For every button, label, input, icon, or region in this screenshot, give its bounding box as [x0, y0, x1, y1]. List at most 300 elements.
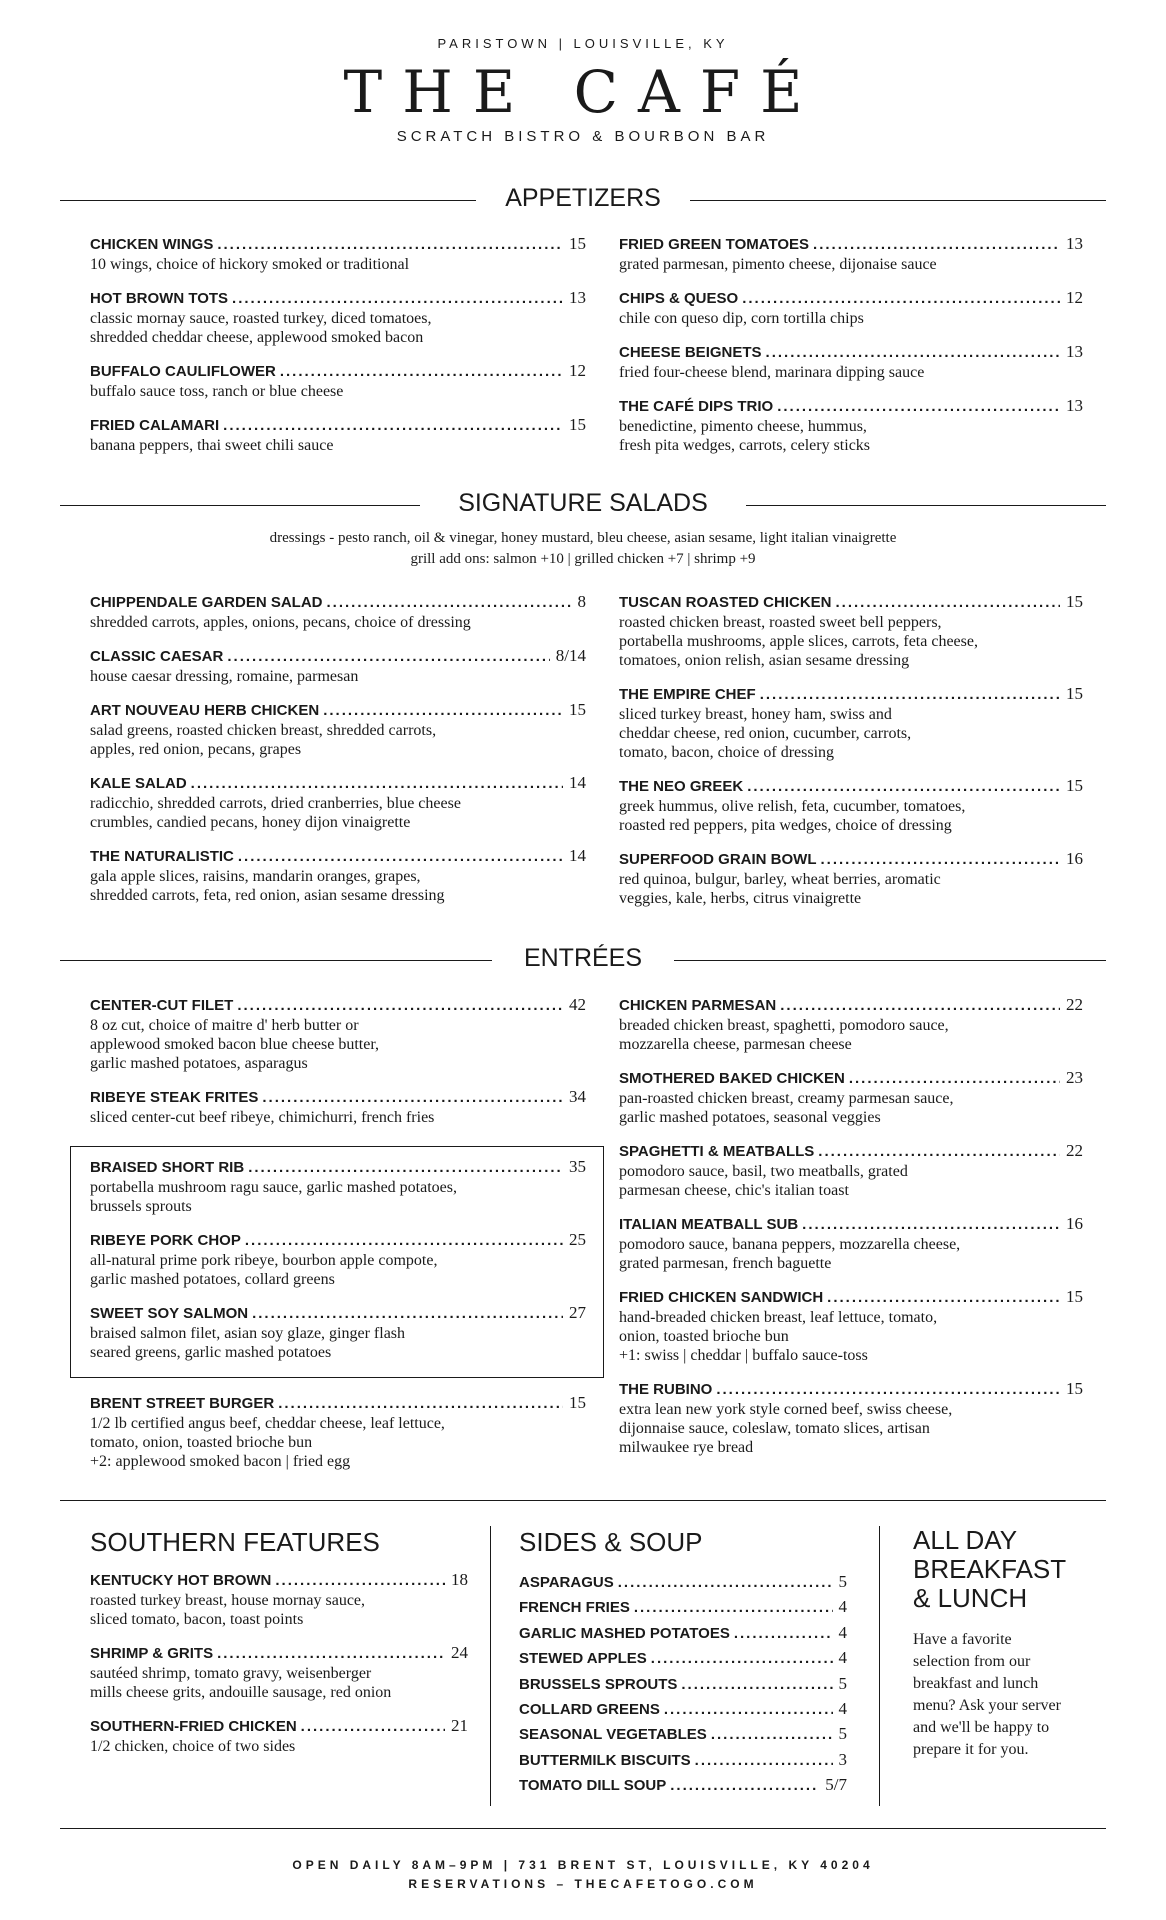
dot-leader [275, 1571, 445, 1591]
menu-item-description: apples, red onion, pecans, grapes [90, 741, 302, 758]
side-item [519, 1672, 847, 1697]
menu-item-price: 12 [569, 361, 586, 380]
dot-leader [634, 1596, 833, 1620]
menu-item-price: 16 [1066, 849, 1083, 868]
menu-item [619, 1068, 1083, 1127]
menu-item [619, 396, 1083, 455]
side-item [519, 1570, 847, 1595]
menu-item-name: KALE SALAD [90, 775, 187, 792]
menu-item-price: 21 [451, 1716, 468, 1735]
menu-item-name: BRENT STREET BURGER [90, 1395, 275, 1412]
menu-item-description: garlic mashed potatoes, seasonal veggies [619, 1109, 881, 1126]
menu-item-name: ITALIAN MEATBALL SUB [619, 1216, 799, 1233]
menu-item-description: roasted red peppers, pita wedges, choice of dressing [619, 817, 952, 834]
menu-item-description: sliced tomato, bacon, toast points [90, 1611, 304, 1628]
dot-leader [766, 343, 1060, 363]
menu-item-header [619, 1287, 1083, 1308]
menu-item-price: 15 [569, 234, 586, 253]
menu-item-name: SMOTHERED BAKED CHICKEN [619, 1070, 845, 1087]
menu-item-price: 15 [1066, 684, 1083, 703]
menu-item-description: garlic mashed potatoes, collard greens [90, 1271, 335, 1288]
menu-item-name: THE RUBINO [619, 1381, 713, 1398]
all-day-heading [913, 1526, 1113, 1613]
side-item-price: 4 [838, 1699, 847, 1719]
menu-item-header [619, 592, 1083, 613]
menu-item-description: mozzarella cheese, parmesan cheese [619, 1036, 852, 1053]
menu-item-description: banana peppers, thai sweet chili sauce [90, 437, 334, 454]
menu-item-description: breaded chicken breast, spaghetti, pomodoro sauce, [619, 1017, 949, 1034]
grill-addons-note: grill add ons: salmon +10 | grilled chicken +7 | shrimp +9 [410, 551, 756, 567]
menu-item-description: 10 wings, choice of hickory smoked or traditional [90, 256, 410, 273]
side-item-price: 4 [838, 1597, 847, 1617]
side-item-price: 5 [838, 1673, 847, 1693]
salads-right-column [619, 592, 1083, 922]
menu-item-description: roasted chicken breast, roasted sweet bell peppers, [619, 614, 942, 631]
menu-item-description: braised salmon filet, asian soy glaze, ginger flash [90, 1325, 406, 1342]
menu-item-description: shredded carrots, feta, red onion, asian sesame dressing [90, 887, 445, 904]
menu-item [90, 1716, 468, 1756]
all-day-description [913, 1629, 1113, 1761]
menu-item-description: sliced center-cut beef ribeye, chimichurri, french fries [90, 1109, 435, 1126]
all-day-text-line: menu? Ask your server [913, 1697, 1061, 1714]
dot-leader [327, 593, 572, 613]
menu-item [619, 849, 1083, 908]
entrees-right-column [619, 995, 1083, 1471]
menu-item-description: gala apple slices, raisins, mandarin oranges, grapes, [90, 868, 421, 885]
side-item [519, 1697, 847, 1722]
menu-item-name: BUFFALO CAULIFLOWER [90, 363, 276, 380]
dot-leader [280, 362, 563, 382]
menu-item-description: portabella mushroom ragu sauce, garlic mashed potatoes, [90, 1179, 457, 1196]
menu-item-name: THE CAFÉ DIPS TRIO [619, 398, 774, 415]
dot-leader [821, 850, 1061, 870]
menu-item-price: 27 [569, 1303, 586, 1322]
bottom-section-rule [60, 1500, 1106, 1501]
restaurant-title: THE CAFÉ [343, 58, 823, 126]
menu-item-description: salad greens, roasted chicken breast, shredded carrots, [90, 722, 437, 739]
menu-item-price: 15 [1066, 776, 1083, 795]
dot-leader [301, 1717, 445, 1737]
dot-leader [836, 593, 1060, 613]
menu-item-price: 13 [1066, 396, 1083, 415]
menu-item-price: 13 [1066, 234, 1083, 253]
menu-item [619, 288, 1083, 328]
menu-item-description: grated parmesan, french baguette [619, 1255, 832, 1272]
side-item-name: SEASONAL VEGETABLES [519, 1726, 707, 1744]
menu-item-price: 14 [569, 773, 586, 792]
menu-item-header [619, 776, 1083, 797]
menu-item-name: SWEET SOY SALMON [90, 1305, 249, 1322]
dot-leader [618, 1571, 833, 1595]
appetizers-heading [60, 180, 1106, 220]
column-divider-right [879, 1526, 880, 1806]
menu-item-description: parmesan cheese, chic's italian toast [619, 1182, 849, 1199]
menu-item-header [619, 288, 1083, 309]
menu-item-name: HOT BROWN TOTS [90, 290, 229, 307]
salads-heading-label: SIGNATURE SALADS [458, 489, 708, 517]
menu-item-header [90, 1230, 586, 1251]
southern-features-heading: SOUTHERN FEATURES [90, 1527, 380, 1557]
menu-item-description: sliced turkey breast, honey ham, swiss and [619, 706, 892, 723]
menu-item-description: applewood smoked bacon blue cheese butter, [90, 1036, 380, 1053]
dot-leader [802, 1215, 1060, 1235]
side-item-price: 5/7 [825, 1775, 847, 1795]
menu-item-price: 14 [569, 846, 586, 865]
menu-item-price: 15 [569, 1393, 586, 1412]
menu-item [90, 1087, 586, 1127]
menu-item-description: red quinoa, bulgur, barley, wheat berries, aromatic [619, 871, 941, 888]
entrees-boxed-column [90, 1157, 586, 1376]
menu-item [619, 1379, 1083, 1457]
menu-item-description: 1/2 lb certified angus beef, cheddar cheese, leaf lettuce, [90, 1415, 445, 1432]
menu-item-header [90, 1303, 586, 1324]
salads-heading [60, 485, 1106, 525]
menu-item [90, 1303, 586, 1362]
menu-item-name: FRIED GREEN TOMATOES [619, 236, 810, 253]
dot-leader [227, 647, 549, 667]
dot-leader [681, 1673, 832, 1697]
menu-item-description: brussels sprouts [90, 1198, 192, 1215]
menu-item [619, 1141, 1083, 1200]
side-item-name: COLLARD GREENS [519, 1701, 660, 1719]
dot-leader [232, 289, 563, 309]
menu-item-name: CHICKEN WINGS [90, 236, 214, 253]
menu-item-price: 13 [1066, 342, 1083, 361]
menu-item-price: 13 [569, 288, 586, 307]
menu-item-header [90, 1716, 468, 1737]
menu-item-header [619, 342, 1083, 363]
dot-leader [237, 996, 563, 1016]
dot-leader [777, 397, 1060, 417]
dot-leader [780, 996, 1060, 1016]
menu-item-header [90, 773, 586, 794]
side-item [519, 1621, 847, 1646]
menu-item-header [619, 234, 1083, 255]
menu-item-price: 24 [451, 1643, 468, 1662]
menu-item [90, 1230, 586, 1289]
menu-item [619, 342, 1083, 382]
menu-item-price: 34 [569, 1087, 586, 1106]
menu-item-name: THE EMPIRE CHEF [619, 686, 756, 703]
dot-leader [252, 1304, 563, 1324]
dot-leader [278, 1394, 563, 1414]
menu-item [90, 1570, 468, 1629]
side-item [519, 1722, 847, 1747]
menu-item-description: buffalo sauce toss, ranch or blue cheese [90, 383, 344, 400]
menu-item-header [619, 1068, 1083, 1089]
column-divider-left [490, 1526, 491, 1806]
entrees-left-top-column [90, 995, 586, 1141]
menu-item-header [619, 684, 1083, 705]
dot-leader [217, 1644, 445, 1664]
menu-item [90, 234, 586, 274]
menu-item-description: 8 oz cut, choice of maitre d' herb butter or [90, 1017, 359, 1034]
dot-leader [813, 235, 1060, 255]
side-item [519, 1595, 847, 1620]
menu-item [619, 592, 1083, 670]
menu-item-header [619, 1379, 1083, 1400]
side-item-price: 3 [838, 1749, 847, 1769]
menu-item [90, 1643, 468, 1702]
menu-item [90, 1393, 586, 1471]
side-item-name: GARLIC MASHED POTATOES [519, 1624, 730, 1642]
menu-item-price: 15 [1066, 592, 1083, 611]
menu-item [619, 995, 1083, 1054]
menu-item [619, 684, 1083, 762]
menu-item-name: FRIED CALAMARI [90, 417, 220, 434]
side-item-name: BUTTERMILK BISCUITS [519, 1751, 691, 1769]
menu-item-header [90, 1570, 468, 1591]
menu-item-description: shredded cheddar cheese, applewood smoked bacon [90, 329, 424, 346]
menu-item-description: roasted turkey breast, house mornay sauce, [90, 1592, 366, 1609]
menu-item-name: SUPERFOOD GRAIN BOWL [619, 851, 817, 868]
side-item-name: TOMATO DILL SOUP [519, 1777, 667, 1795]
menu-item-price: 25 [569, 1230, 586, 1249]
menu-item [619, 234, 1083, 274]
footer-hours-address: OPEN DAILY 8AM–9PM | 731 BRENT ST, LOUISVILLE, KY 40204 [292, 1858, 874, 1872]
menu-item-name: RIBEYE PORK CHOP [90, 1232, 241, 1249]
menu-item [90, 646, 586, 686]
menu-item-name: SPAGHETTI & MEATBALLS [619, 1143, 815, 1160]
menu-item-description: chile con queso dip, corn tortilla chips [619, 310, 864, 327]
menu-item-header [90, 415, 586, 436]
menu-item-header [90, 1393, 586, 1414]
menu-item-name: KENTUCKY HOT BROWN [90, 1572, 272, 1589]
menu-item-header [90, 646, 586, 667]
menu-item-price: 15 [1066, 1287, 1083, 1306]
footer-reservations: RESERVATIONS – THECAFETOGO.COM [408, 1877, 758, 1891]
side-item-name: FRENCH FRIES [519, 1599, 630, 1617]
menu-item [90, 361, 586, 401]
menu-item-description: dijonnaise sauce, coleslaw, tomato slices, artisan [619, 1420, 930, 1437]
sides-soup-section [519, 1526, 847, 1799]
menu-item-description: pomodoro sauce, banana peppers, mozzarella cheese, [619, 1236, 961, 1253]
dot-leader [223, 416, 563, 436]
menu-item-header [619, 1214, 1083, 1235]
menu-item-header [619, 396, 1083, 417]
dot-leader [664, 1698, 833, 1722]
dressings-note: dressings - pesto ranch, oil & vinegar, honey mustard, bleu cheese, asian sesame, light italian vinaigrette [269, 530, 897, 546]
side-item-name: BRUSSELS SPROUTS [519, 1675, 678, 1693]
menu-item-description: greek hummus, olive relish, feta, cucumber, tomatoes, [619, 798, 966, 815]
menu-item-description: sautéed shrimp, tomato gravy, weisenberger [90, 1665, 372, 1682]
dot-leader [217, 235, 563, 255]
menu-item-price: 16 [1066, 1214, 1083, 1233]
menu-item-price: 22 [1066, 1141, 1083, 1160]
side-item-price: 5 [838, 1724, 847, 1744]
menu-item-header [619, 1141, 1083, 1162]
menu-item-description: 1/2 chicken, choice of two sides [90, 1738, 296, 1755]
footer-rule [60, 1828, 1106, 1829]
menu-item-price: 15 [569, 700, 586, 719]
menu-item [90, 700, 586, 759]
dot-leader [695, 1749, 833, 1773]
dot-leader [818, 1142, 1060, 1162]
southern-features-list [90, 1570, 468, 1756]
menu-item-name: CHIPS & QUESO [619, 290, 739, 307]
menu-item-description: all-natural prime pork ribeye, bourbon apple compote, [90, 1252, 438, 1269]
side-item-name: ASPARAGUS [519, 1574, 614, 1591]
menu-item-description: milwaukee rye bread [619, 1439, 754, 1456]
side-item-price: 4 [838, 1648, 847, 1668]
side-item [519, 1646, 847, 1671]
menu-item [90, 1157, 586, 1216]
menu-item-price: 18 [451, 1570, 468, 1589]
menu-item-description: veggies, kale, herbs, citrus vinaigrette [619, 890, 862, 907]
dot-leader [245, 1231, 563, 1251]
menu-item-name: CHIPPENDALE GARDEN SALAD [90, 594, 323, 611]
menu-item-description: grated parmesan, pimento cheese, dijonaise sauce [619, 256, 937, 273]
side-item [519, 1773, 847, 1798]
tagline: SCRATCH BISTRO & BOURBON BAR [396, 128, 770, 145]
all-day-section [913, 1526, 1113, 1761]
menu-item-description: crumbles, candied pecans, honey dijon vinaigrette [90, 814, 411, 831]
menu-item-header [90, 846, 586, 867]
sides-soup-heading: SIDES & SOUP [519, 1527, 703, 1557]
menu-item-description: house caesar dressing, romaine, parmesan [90, 668, 359, 685]
menu-item-name: ART NOUVEAU HERB CHICKEN [90, 702, 320, 719]
dot-leader [191, 774, 563, 794]
menu-item-description: seared greens, garlic mashed potatoes [90, 1344, 332, 1361]
side-item [519, 1748, 847, 1773]
entrees-left-bottom-column [90, 1393, 586, 1485]
menu-item-header [90, 288, 586, 309]
menu-item [619, 1287, 1083, 1365]
menu-item [619, 776, 1083, 835]
dot-leader [323, 701, 563, 721]
all-day-text-line: and we'll be happy to [913, 1719, 1050, 1736]
menu-item-name: THE NEO GREEK [619, 778, 744, 795]
menu-item-name: RIBEYE STEAK FRITES [90, 1089, 259, 1106]
menu-item-price: 22 [1066, 995, 1083, 1014]
menu-item-description: tomato, bacon, choice of dressing [619, 744, 835, 761]
menu-item-header [619, 849, 1083, 870]
menu-item-header [619, 995, 1083, 1016]
all-day-text-line: prepare it for you. [913, 1741, 1029, 1758]
menu-item-description: hand-breaded chicken breast, leaf lettuce, tomato, [619, 1309, 938, 1326]
menu-item-description: extra lean new york style corned beef, swiss cheese, [619, 1401, 953, 1418]
menu-item [90, 288, 586, 347]
menu-item-price: 15 [1066, 1379, 1083, 1398]
dot-leader [711, 1723, 833, 1747]
menu-item [90, 995, 586, 1073]
appetizers-left-column [90, 234, 586, 469]
menu-item-header [90, 700, 586, 721]
menu-item-description: pomodoro sauce, basil, two meatballs, grated [619, 1163, 908, 1180]
menu-item-price: 42 [569, 995, 586, 1014]
menu-item-header [90, 1643, 468, 1664]
menu-item-description: tomato, onion, toasted brioche bun [90, 1434, 313, 1451]
menu-item-name: THE NATURALISTIC [90, 848, 234, 865]
menu-item-description: fresh pita wedges, carrots, celery sticks [619, 437, 871, 454]
menu-item-header [90, 361, 586, 382]
dot-leader [734, 1622, 833, 1646]
heading-rule-right [690, 200, 1106, 201]
menu-item-header [90, 1157, 586, 1178]
appetizers-heading-label: APPETIZERS [505, 184, 661, 212]
menu-item-header [90, 1087, 586, 1108]
menu-item-header [90, 234, 586, 255]
heading-rule-right [746, 505, 1106, 506]
side-item-name: STEWED APPLES [519, 1650, 647, 1668]
menu-item-price: 12 [1066, 288, 1083, 307]
dot-leader [849, 1069, 1060, 1089]
dot-leader [262, 1088, 563, 1108]
menu-item-name: FRIED CHICKEN SANDWICH [619, 1289, 824, 1306]
side-item-price: 5 [838, 1572, 847, 1591]
menu-item-name: SOUTHERN-FRIED CHICKEN [90, 1718, 297, 1735]
menu-item [90, 773, 586, 832]
dot-leader [760, 685, 1060, 705]
menu-item [90, 846, 586, 905]
all-day-text-line: breakfast and lunch [913, 1675, 1039, 1692]
menu-item-description: portabella mushrooms, apple slices, carrots, feta cheese, [619, 633, 978, 650]
menu-item-description: radicchio, shredded carrots, dried cranberries, blue cheese [90, 795, 461, 812]
menu-item-description: onion, toasted brioche bun [619, 1328, 789, 1345]
menu-item-price: 15 [569, 415, 586, 434]
sides-soup-list [519, 1570, 847, 1799]
menu-item-price: 35 [569, 1157, 586, 1176]
menu-item-name: BRAISED SHORT RIB [90, 1159, 245, 1176]
menu-item-name: CHICKEN PARMESAN [619, 997, 777, 1014]
menu-item-description: +1: swiss | cheddar | buffalo sauce-toss [619, 1347, 868, 1364]
menu-item-description: +2: applewood smoked bacon | fried egg [90, 1453, 351, 1470]
dot-leader [248, 1158, 563, 1178]
menu-item-description: cheddar cheese, red onion, cucumber, carrots, [619, 725, 912, 742]
location-text: PARISTOWN | LOUISVILLE, KY [437, 36, 729, 51]
dot-leader [670, 1774, 819, 1798]
entrees-heading [60, 940, 1106, 980]
heading-rule-right [674, 960, 1106, 961]
menu-item-name: CENTER-CUT FILET [90, 997, 234, 1014]
salads-left-column [90, 592, 586, 919]
dot-leader [651, 1647, 833, 1671]
all-day-text-line: Have a favorite [913, 1631, 1012, 1648]
dot-leader [238, 847, 563, 867]
menu-item-name: CLASSIC CAESAR [90, 648, 224, 665]
all-day-text-line: selection from our [913, 1653, 1031, 1670]
side-item-price: 4 [838, 1622, 847, 1642]
menu-item-description: benedictine, pimento cheese, hummus, [619, 418, 867, 435]
menu-item-description: fried four-cheese blend, marinara dipping sauce [619, 364, 925, 381]
menu-item-price: 8 [577, 592, 586, 611]
menu-item-description: garlic mashed potatoes, asparagus [90, 1055, 308, 1072]
southern-features-section [90, 1526, 468, 1770]
menu-item-description: classic mornay sauce, roasted turkey, diced tomatoes, [90, 310, 432, 327]
menu-item-description: shredded carrots, apples, onions, pecans, choice of dressing [90, 614, 471, 631]
menu-item-description: tomatoes, onion relish, asian sesame dressing [619, 652, 910, 669]
all-day-heading-line: BREAKFAST [913, 1554, 1067, 1584]
menu-item-name: SHRIMP & GRITS [90, 1645, 214, 1662]
menu-item-price: 23 [1066, 1068, 1083, 1087]
menu-item-description: pan-roasted chicken breast, creamy parmesan sauce, [619, 1090, 954, 1107]
menu-item-header [90, 995, 586, 1016]
menu-item-name: CHEESE BEIGNETS [619, 344, 762, 361]
menu-item [90, 415, 586, 455]
all-day-heading-line: & LUNCH [913, 1583, 1028, 1613]
dot-leader [716, 1380, 1060, 1400]
menu-item-description: mills cheese grits, andouille sausage, red onion [90, 1684, 392, 1701]
menu-item-name: TUSCAN ROASTED CHICKEN [619, 594, 832, 611]
entrees-heading-label: ENTRÉES [523, 944, 643, 972]
menu-item-header [90, 592, 586, 613]
all-day-heading-line: ALL DAY [913, 1525, 1018, 1555]
dot-leader [742, 289, 1060, 309]
menu-item [619, 1214, 1083, 1273]
appetizers-right-column [619, 234, 1083, 469]
menu-item-price: 8/14 [555, 646, 586, 665]
dot-leader [747, 777, 1060, 797]
